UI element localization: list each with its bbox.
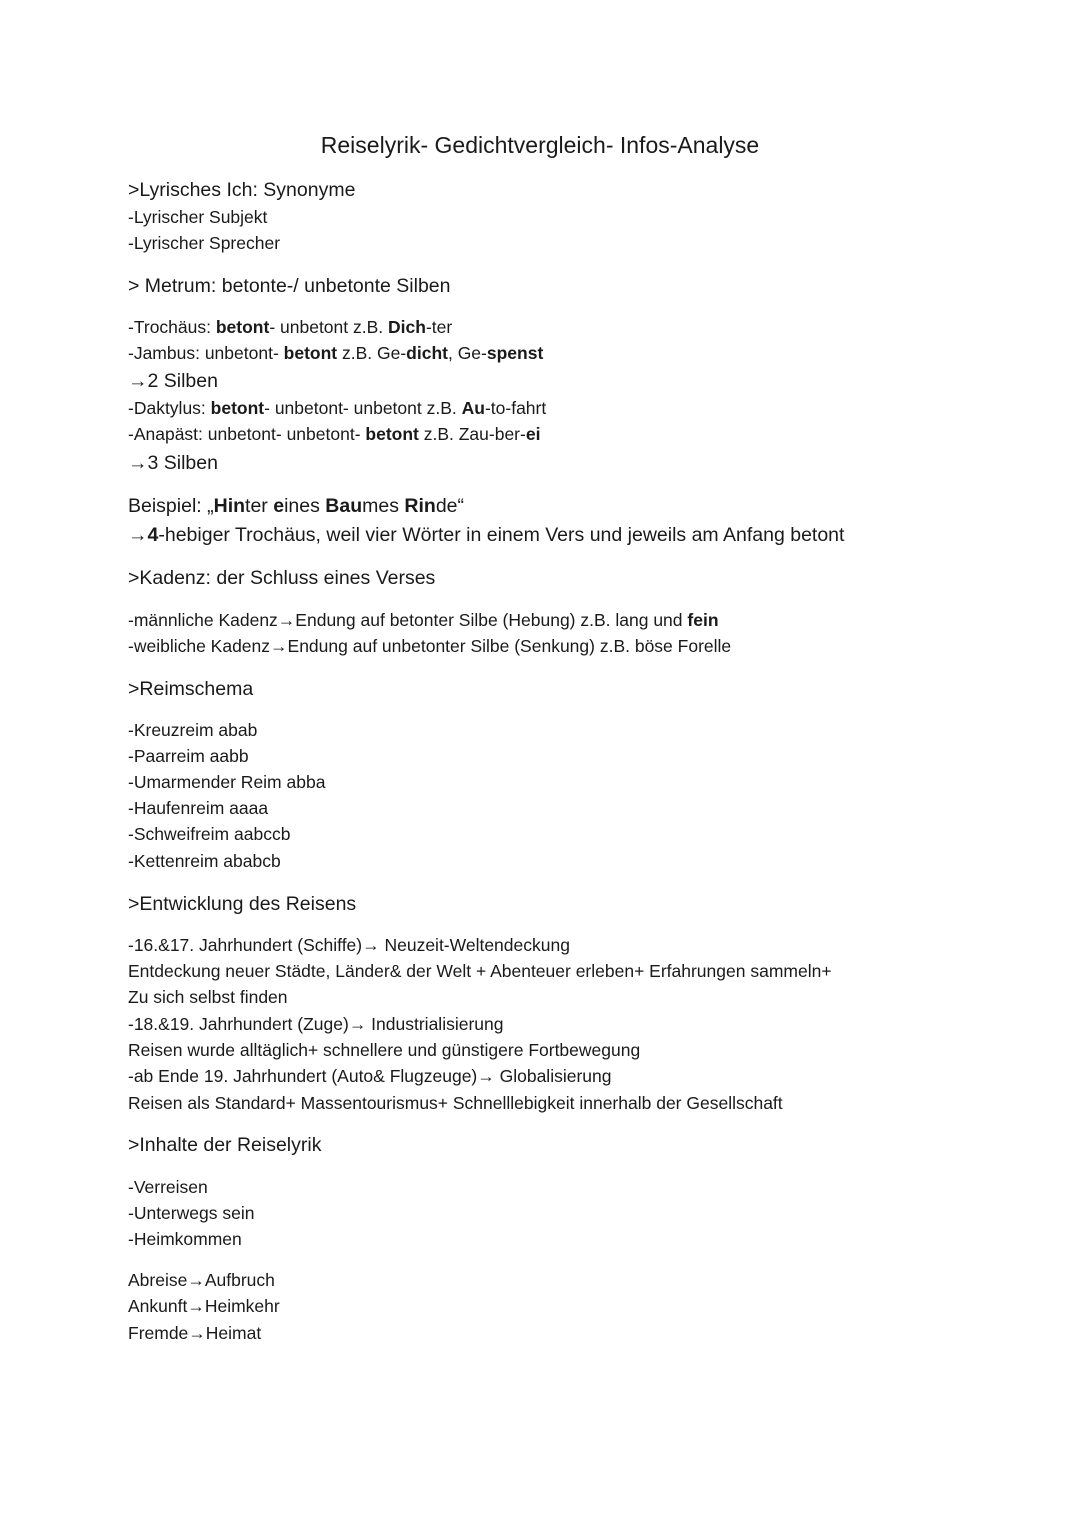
text-run: -Trochäus: (128, 317, 216, 337)
list-item: -Kettenreim ababcb (128, 851, 281, 871)
text-run: z.B. Ge- (337, 343, 407, 363)
text-run: → (128, 524, 148, 546)
list-item: -Lyrischer Sprecher (128, 233, 281, 253)
bold-run: betont (283, 343, 338, 363)
metrum-daktylus (128, 396, 546, 420)
pair-item: Fremde→Heimat (128, 1323, 262, 1343)
bold-run: Rin (404, 495, 436, 517)
text-run: z.B. Zau-ber- (418, 424, 526, 444)
section-heading-inhalte: >Inhalte der Reiselyrik (128, 1134, 322, 1156)
bold-run: Dich (388, 317, 426, 337)
text-run: -Anapäst: unbetont- unbetont- (128, 424, 366, 444)
section-heading-kadenz: >Kadenz: der Schluss eines Verses (128, 567, 436, 589)
list-item: -Kreuzreim abab (128, 720, 258, 740)
bold-run: betont (210, 398, 265, 418)
text-line: -16.&17. Jahrhundert (Schiffe)→ Neuzeit-Weltendeckung (128, 935, 570, 955)
text-line: Reisen wurde alltäglich+ schnellere und günstigere Fortbewegung (128, 1040, 641, 1060)
kadenz-maennlich (128, 608, 719, 632)
bold-run: fein (687, 610, 719, 630)
kadenz-weiblich: -weibliche Kadenz→Endung auf unbetonter Silbe (Senkung) z.B. böse Forelle (128, 636, 732, 656)
list-item: -Umarmender Reim abba (128, 772, 326, 792)
list-item: -Unterwegs sein (128, 1203, 255, 1223)
bold-run: Au (461, 398, 485, 418)
list-item: -Lyrischer Subjekt (128, 207, 268, 227)
metrum-drei-silben: →3 Silben (128, 452, 218, 474)
text-run: -to-fahrt (484, 398, 547, 418)
section-heading-lyrisches-ich: >Lyrisches Ich: Synonyme (128, 179, 356, 201)
pair-item: Abreise→Aufbruch (128, 1270, 275, 1290)
text-run: -Jambus: unbetont- (128, 343, 284, 363)
list-item: -Haufenreim aaaa (128, 798, 269, 818)
bold-run: e (273, 495, 285, 517)
text-run: ter (245, 495, 274, 517)
bold-run: spenst (486, 343, 544, 363)
list-item: -Verreisen (128, 1177, 208, 1197)
bold-run: Hin (213, 495, 246, 517)
metrum-erklaerung (128, 522, 844, 548)
bold-run: Bau (325, 495, 363, 517)
metrum-beispiel (128, 493, 464, 519)
section-heading-reimschema: >Reimschema (128, 678, 254, 700)
text-line: Entdeckung neuer Städte, Länder& der Welt + Abenteuer erleben+ Erfahrungen sammeln+ (128, 961, 832, 981)
text-line: -18.&19. Jahrhundert (Zuge)→ Industrialisierung (128, 1014, 504, 1034)
bold-run: betont (215, 317, 270, 337)
text-run: -ter (425, 317, 453, 337)
pair-item: Ankunft→Heimkehr (128, 1296, 280, 1316)
text-run: -hebiger Trochäus, weil vier Wörter in einem Vers und jeweils am Anfang betont (158, 524, 845, 546)
list-item: -Schweifreim aabccb (128, 824, 291, 844)
section-heading-entwicklung: >Entwicklung des Reisens (128, 893, 357, 915)
text-run: ines (284, 495, 326, 517)
bold-run: betont (365, 424, 419, 444)
text-run: -männliche Kadenz→Endung auf betonter Silbe (Hebung) z.B. lang und (128, 610, 688, 630)
text-run: , Ge- (447, 343, 487, 363)
list-item: -Paarreim aabb (128, 746, 249, 766)
bold-run: ei (525, 424, 541, 444)
metrum-zwei-silben: →2 Silben (128, 370, 218, 392)
metrum-trochaeus (128, 315, 452, 339)
document-title: Reiselyrik- Gedichtvergleich- Infos-Analyse (320, 132, 760, 158)
text-line: -ab Ende 19. Jahrhundert (Auto& Flugzeuge)→ Globalisierung (128, 1066, 612, 1086)
metrum-anapaest (128, 422, 540, 446)
metrum-jambus (128, 341, 543, 365)
section-heading-metrum: > Metrum: betonte-/ unbetonte Silben (128, 275, 451, 297)
bold-run: 4 (147, 524, 159, 546)
text-line: Reisen als Standard+ Massentourismus+ Schnelllebigkeit innerhalb der Gesellschaft (128, 1093, 783, 1113)
list-item: -Heimkommen (128, 1229, 242, 1249)
text-line: Zu sich selbst finden (128, 987, 288, 1007)
text-run: - unbetont z.B. (269, 317, 389, 337)
text-run: de“ (435, 495, 465, 517)
bold-run: dicht (406, 343, 448, 363)
text-run: mes (362, 495, 405, 517)
text-run: -Daktylus: (128, 398, 211, 418)
text-run: Beispiel: „ (128, 495, 214, 517)
text-run: - unbetont- unbetont z.B. (264, 398, 462, 418)
